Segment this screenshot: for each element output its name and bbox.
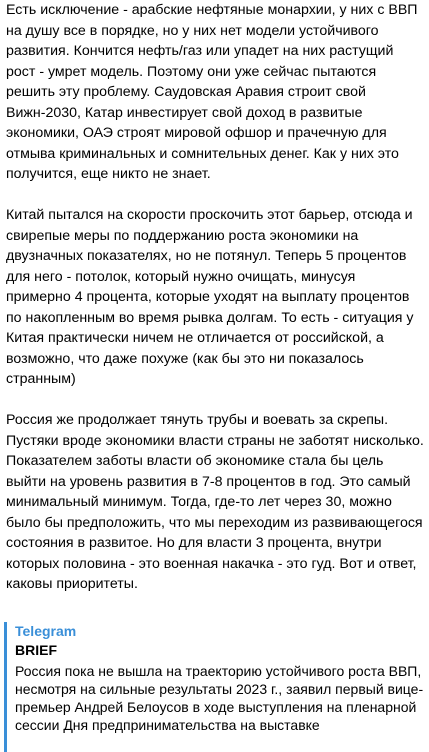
message-paragraph-1: Есть исключение - арабские нефтяные монархии, у них с ВВП на душу все в порядке, но у них нет модели устойчивого развития. Кончится нефть/газ или упадет на них растущий рост - умрет модель. Поэтому они уже сейчас пытаются решить эту проблему. Саудовская Аравия строит свой Вижн-2030, Катар инвестирует свой доход в развитые экономики, ОАЭ строят мировой офшор и прачечную для отмыва криминальных и сомнительных денег. Как у них это получится, еще никто не знает. (6, 2, 418, 182)
link-preview-site-name: Telegram (15, 623, 77, 639)
message-paragraph-3: Россия же продолжает тянуть трубы и воевать за скрепы. Пустяки вроде экономики власти страны не заботят нисколько. Показателем заботы власти об экономике стала бы цель выйти на уровень развития в 7-8 процентов в год. Это самый минимальный минимум. Тогда, где-то лет через 30, можно было бы предположить, что мы переходим из развивающегося состояния в развитое. Но для власти 3 процента, внутри которых половина - это военная накачка - это гуд. Вот и ответ, каковы приоритеты. (6, 412, 424, 592)
message-paragraph-2: Китай пытался на скорости проскочить этот барьер, отсюда и свирепые меры по поддержанию роста экономики на двузначных показателях, но не потянул. Теперь 5 процентов для него - потолок, который нужно очищать, минусуя примерно 4 процента, которые уходят на выплату процентов по накопленным во время рывка долгам. То есть - ситуация у Китая практически ничем не отличается от российской, а возможно, что даже похуже (как бы это ни показалось странным) (6, 207, 414, 387)
link-preview-title: BRIEF (15, 642, 57, 658)
link-preview[interactable] (4, 622, 425, 752)
message-text (6, 0, 424, 595)
link-preview-description: Россия пока не вышла на траекторию устойчивого роста ВВП, несмотря на сильные результаты 2023 г., заявил первый вице-премьер Андрей Белоусов в ходе выступления на пленарной сессии Дня предпринимательства на выставке (15, 663, 424, 733)
